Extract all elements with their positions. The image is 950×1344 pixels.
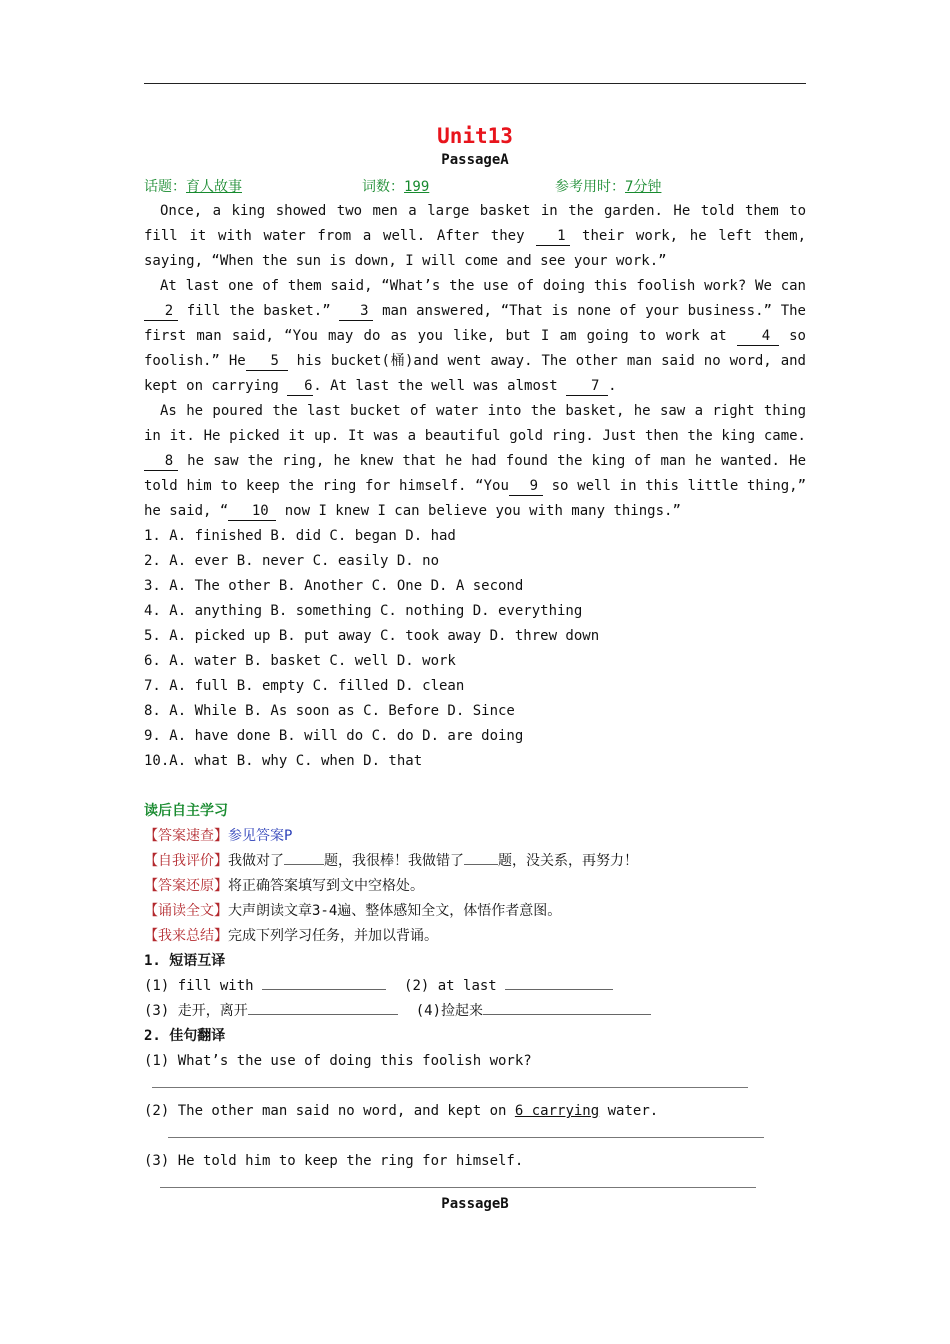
- sentence-2-answer-line[interactable]: [144, 1124, 806, 1149]
- blank-1: 1: [536, 227, 570, 246]
- passage-paragraph-3: [144, 399, 806, 524]
- paragraph-text: At last one of them said, “What’s the use of doing this foolish work? We can: [160, 278, 806, 294]
- passage-paragraph-2: [144, 274, 806, 399]
- paragraph-text: . At last the well was almost: [313, 378, 567, 394]
- blank-7: 7: [566, 377, 608, 396]
- phrase-row-1: [144, 974, 806, 999]
- wrong-count-field[interactable]: [464, 849, 498, 865]
- paragraph-text: As he poured the last bucket of water into the basket, he saw a right thing in it. He picked it up. It was a beautiful gold ring. Just then the king came.: [144, 403, 806, 444]
- question-6: 6. A. water B. basket C. well D. work: [144, 653, 456, 669]
- passage-paragraph-1: [144, 199, 806, 274]
- next-passage-title: PassageB: [441, 1196, 509, 1212]
- summary-text: 完成下列学习任务，并加以背诵。: [228, 928, 438, 944]
- sentence-2-text: water.: [599, 1103, 659, 1119]
- topic-meta: [144, 176, 242, 196]
- paragraph-text: their work, he left them, saying, “When the sun is down, I will come and see your work.”: [144, 228, 807, 269]
- question-10: 10.A. what B. why C. when D. that: [144, 753, 423, 769]
- answer-check-row: [144, 824, 806, 849]
- paragraph-text: fill the basket.”: [178, 303, 340, 319]
- header-rule: [144, 83, 806, 84]
- answer-check-tag: 【答案速查】: [144, 828, 228, 844]
- time-label: 参考用时：: [555, 179, 625, 195]
- blank-4: 4: [737, 327, 779, 346]
- paragraph-text: he saw the ring, he knew that he had found the king of man he wanted. He told him to keep the ring for himself. “You: [144, 453, 806, 494]
- blank-2: 2: [144, 302, 178, 321]
- topic-value: 育人故事: [186, 179, 242, 195]
- paragraph-text: .: [608, 378, 617, 394]
- self-evaluation-text: 题，我很棒！我做错了: [324, 853, 464, 869]
- question-4: 4. A. anything B. something C. nothing D. everything: [144, 603, 583, 619]
- question-9: 9. A. have done B. will do C. do D. are doing: [144, 728, 524, 744]
- answer-restore-tag: 【答案还原】: [144, 878, 228, 894]
- study-heading: 读后自主学习: [144, 803, 228, 819]
- phrase-3-answer-field[interactable]: [248, 999, 398, 1015]
- phrase-translation-heading: 1. 短语互译: [144, 953, 226, 969]
- question-list: [144, 524, 806, 774]
- unit-title: Unit13: [437, 124, 513, 148]
- phrase-4-answer-field[interactable]: [483, 999, 651, 1015]
- sentence-translation-heading: 2. 佳句翻译: [144, 1028, 226, 1044]
- sentence-3: (3) He told him to keep the ring for himself.: [144, 1153, 524, 1169]
- topic-label: 话题：: [144, 179, 186, 195]
- sentence-1: (1) What’s the use of doing this foolish work?: [144, 1053, 532, 1069]
- paragraph-text: Once, a king showed two men a large basket in the garden. He told them to fill it with water from a well. After they: [144, 203, 806, 244]
- self-evaluation-tag: 【自我评价】: [144, 853, 228, 869]
- blank-8: 8: [144, 452, 178, 471]
- summary-row: [144, 924, 806, 949]
- sentence-2: [144, 1099, 806, 1124]
- self-evaluation-text: 题，没关系，再努力！: [498, 853, 638, 869]
- answer-restore-text: 将正确答案填写到文中空格处。: [228, 878, 424, 894]
- time-meta: [555, 176, 661, 196]
- question-1: 1. A. finished B. did C. began D. had: [144, 528, 456, 544]
- blank-6: 6: [287, 377, 313, 396]
- blank-5: 5: [246, 352, 288, 371]
- passage-title: PassageA: [441, 152, 509, 168]
- self-evaluation-row: [144, 849, 806, 874]
- paragraph-text: man answered, “That is none of your business.” The first man said, “You may do as you like, but I am going to work at: [144, 303, 806, 344]
- blank-9: 9: [509, 477, 543, 496]
- recite-text: 大声朗读文章3-4遍、整体感知全文，体悟作者意图。: [228, 903, 562, 919]
- time-value: 7分钟: [625, 179, 662, 195]
- phrase-3: (3) 走开，离开: [144, 1003, 248, 1019]
- word-count-label: 词数：: [362, 179, 404, 195]
- question-3: 3. A. The other B. Another C. One D. A second: [144, 578, 524, 594]
- question-5: 5. A. picked up B. put away C. took away D. threw down: [144, 628, 600, 644]
- sentence-2-answer: 6 carrying: [514, 1103, 600, 1119]
- sentence-2-text: (2) The other man said no word, and kept on: [144, 1103, 515, 1119]
- self-evaluation-text: 我做对了: [228, 853, 284, 869]
- recite-row: [144, 899, 806, 924]
- phrase-4: (4)捡起来: [415, 1003, 484, 1019]
- paragraph-text: so foolish.” He: [144, 328, 806, 369]
- word-count-value: 199: [404, 179, 430, 195]
- correct-count-field[interactable]: [284, 849, 324, 865]
- paragraph-text: so well in this little thing,” he said, “: [144, 478, 806, 519]
- paragraph-text: his bucket(桶)and went away. The other man said no word, and kept on carrying: [144, 353, 806, 394]
- answer-restore-row: [144, 874, 806, 899]
- sentence-1-answer-line[interactable]: [144, 1074, 806, 1099]
- answer-check-text: 参见答案P: [228, 828, 293, 844]
- recite-tag: 【诵读全文】: [144, 903, 228, 919]
- summary-tag: 【我来总结】: [144, 928, 228, 944]
- paragraph-text: now I knew I can believe you with many things.”: [276, 503, 681, 519]
- word-count-meta: [362, 176, 429, 196]
- blank-3: 3: [339, 302, 373, 321]
- document-body: [144, 199, 806, 1199]
- phrase-1: (1) fill with: [144, 978, 263, 994]
- phrase-2: (2) at last: [404, 978, 506, 994]
- phrase-1-answer-field[interactable]: [262, 974, 386, 990]
- question-2: 2. A. ever B. never C. easily D. no: [144, 553, 440, 569]
- phrase-2-answer-field[interactable]: [505, 974, 613, 990]
- question-8: 8. A. While B. As soon as C. Before D. Since: [144, 703, 515, 719]
- blank-10: 10: [228, 502, 276, 521]
- question-7: 7. A. full B. empty C. filled D. clean: [144, 678, 465, 694]
- phrase-row-2: [144, 999, 806, 1024]
